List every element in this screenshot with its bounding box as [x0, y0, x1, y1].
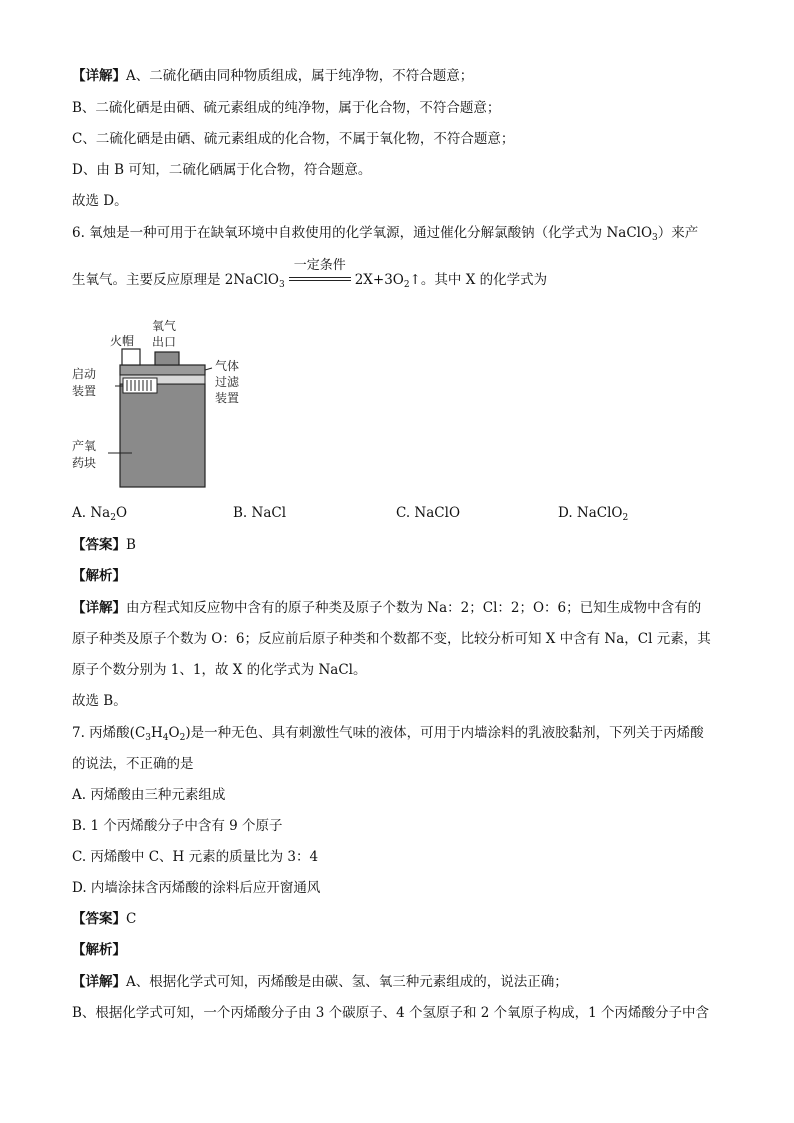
q6-stem-line-2: 生氧气。主要反应原理是 2NaClO$_3$ 一定条件 $2X+3O_2↑$。其中 X 的化学式为 — [72, 258, 548, 290]
q7-option-b: B. 1 个丙烯酸分子中含有 9 个原子 — [72, 818, 283, 834]
oxygen-candle-body — [120, 384, 205, 487]
q7-stem-line-1: 7. 丙烯酸$(C_3H_4O_2)$是一种无色、具有刺激性气味的液体，可用于内墙涂料的乳液胶黏剂，下列关于丙烯酸 — [72, 725, 704, 743]
q6-detail-line-2: 原子种类及原子个数为 O：6；反应前后原子种类和个数都不变，比较分析可知 X 中含有 Na，Cl 元素，其 — [72, 631, 711, 647]
q7-option-c: C. 丙烯酸中 C、H 元素的质量比为 3：4 — [72, 849, 319, 865]
oxygen-candle-diagram — [60, 312, 260, 497]
filter-layer — [120, 365, 205, 375]
label-oxygen-outlet-2: 出口 — [152, 335, 177, 349]
q6-choice: 故选 B。 — [72, 693, 127, 709]
q7-detail-line-1: 【详解】A、根据化学式可知，丙烯酸是由碳、氢、氧三种元素组成的，说法正确； — [72, 974, 568, 990]
label-filter-3: 装置 — [215, 391, 240, 405]
q7-answer: 【答案】C — [72, 911, 137, 927]
label-cap: 火帽 — [110, 334, 135, 348]
q6-option-a: A. $Na_2O$ — [72, 505, 128, 523]
q6-detail-line-3: 原子个数分别为 1、1，故 X 的化学式为 NaCl。 — [72, 662, 367, 678]
label-block-2: 药块 — [72, 456, 97, 470]
label-block-1: 产氧 — [72, 439, 97, 453]
oxygen-outlet-shape — [155, 352, 179, 365]
q5-detail-line-4: D、由 B 可知，二硫化硒属于化合物，符合题意。 — [72, 162, 372, 178]
q7-option-a: A. 丙烯酸由三种元素组成 — [72, 787, 226, 803]
q6-option-b: B. NaCl — [233, 505, 287, 521]
q6-detail-line-1: 【详解】由方程式知反应物中含有的原子种类及原子个数为 Na：2；Cl：2；O：6；已知生成物中含有的 — [72, 600, 702, 616]
q7-stem-line-2: 的说法，不正确的是 — [72, 756, 194, 772]
q5-detail-line-1: 【详解】A、二硫化硒由同种物质组成，属于纯净物，不符合题意； — [72, 68, 474, 84]
reaction-condition-equals: 一定条件 — [287, 271, 353, 289]
q7-detail-line-2: B、根据化学式可知，一个丙烯酸分子由 3 个碳原子、4 个氢原子和 2 个氧原子构成，1 个丙烯酸分子中含 — [72, 1005, 710, 1021]
q5-detail-line-2: B、二硫化硒是由硒、硫元素组成的纯净物，属于化合物，不符合题意； — [72, 100, 501, 116]
q5-choice: 故选 D。 — [72, 193, 128, 209]
q6-answer: 【答案】B — [72, 537, 136, 553]
q6-stem-line-1: 6. 氧烛是一种可用于在缺氧环境中自救使用的化学氧源，通过催化分解氯酸钠（化学式为 NaClO$_3$）来产 — [72, 225, 699, 243]
q7-option-d: D. 内墙涂抹含丙烯酸的涂料后应开窗通风 — [72, 880, 321, 896]
q6-option-c: C. NaClO — [396, 505, 461, 521]
label-filter-2: 过滤 — [215, 375, 240, 389]
q5-detail-line-3: C、二硫化硒是由硒、硫元素组成的化合物，不属于氧化物，不符合题意； — [72, 131, 515, 147]
label-filter-1: 气体 — [215, 359, 240, 373]
q6-option-d: D. NaClO$_2$ — [558, 505, 629, 523]
label-oxygen-outlet-1: 氧气 — [152, 319, 177, 333]
starter-device-shape — [123, 378, 157, 393]
cap-shape — [122, 349, 140, 365]
label-starter-1: 启动 — [72, 367, 97, 381]
q6-analysis-heading: 【解析】 — [72, 568, 126, 584]
q7-analysis-heading: 【解析】 — [72, 942, 126, 958]
label-starter-2: 装置 — [72, 384, 97, 398]
